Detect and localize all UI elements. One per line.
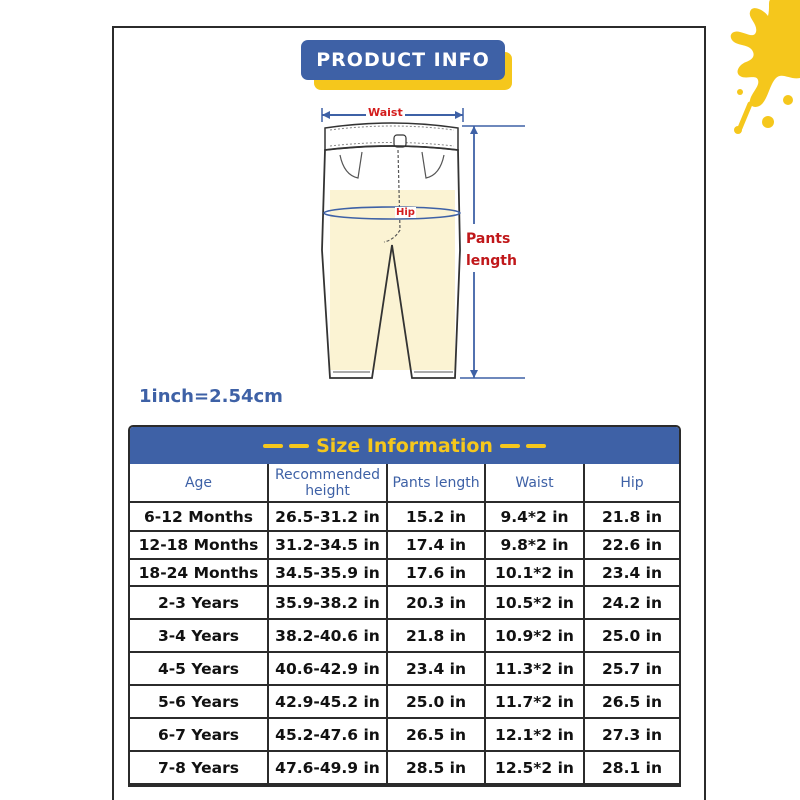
table-cell-waist (486, 686, 585, 719)
table-cell-hip (585, 653, 679, 686)
table-cell-recommended-height (269, 532, 388, 560)
table-cell-pants-length (388, 653, 486, 686)
table-cell-age-text: 12-18 Months (138, 536, 259, 554)
table-cell-hip-text: 26.5 in (602, 692, 662, 711)
table-cell-waist-text: 11.3*2 in (495, 659, 574, 678)
table-cell-pants-length (388, 532, 486, 560)
table-cell-hip-text: 28.1 in (602, 758, 662, 777)
table-cell-waist-text: 9.4*2 in (500, 507, 569, 526)
table-cell-waist-text: 10.1*2 in (495, 563, 574, 582)
title-dash-decoration (526, 444, 546, 448)
table-cell-recommended-height-text: 47.6-49.9 in (275, 758, 380, 777)
table-cell-recommended-height-text: 34.5-35.9 in (275, 563, 380, 582)
table-cell-pants-length-text: 15.2 in (406, 507, 466, 526)
table-cell-pants-length (388, 503, 486, 532)
table-cell-hip-text: 25.7 in (602, 659, 662, 678)
table-cell-age (130, 686, 269, 719)
table-cell-age (130, 719, 269, 752)
size-table (128, 425, 681, 787)
size-table-title-bar (130, 427, 679, 464)
table-cell-hip-text: 22.6 in (602, 536, 662, 554)
header-age (130, 464, 269, 503)
pants-length-label (466, 228, 536, 272)
table-cell-waist-text: 10.9*2 in (495, 626, 574, 645)
table-cell-pants-length-text: 28.5 in (406, 758, 466, 777)
table-cell-recommended-height-text: 31.2-34.5 in (275, 536, 380, 554)
table-cell-pants-length (388, 587, 486, 620)
pants-length-label-line2: length (466, 253, 517, 269)
table-cell-pants-length (388, 752, 486, 785)
table-cell-hip (585, 719, 679, 752)
table-cell-recommended-height-text: 38.2-40.6 in (275, 626, 380, 645)
table-cell-hip-text: 25.0 in (602, 626, 662, 645)
table-cell-age-text: 4-5 Years (157, 659, 240, 678)
table-cell-pants-length-text: 25.0 in (406, 692, 466, 711)
table-cell-hip-text: 24.2 in (602, 593, 662, 612)
table-cell-waist-text: 12.5*2 in (495, 758, 574, 777)
table-cell-waist-text: 12.1*2 in (495, 725, 574, 744)
table-cell-waist (486, 503, 585, 532)
header-waist-text: Waist (515, 474, 554, 491)
table-cell-recommended-height-text: 42.9-45.2 in (275, 692, 380, 711)
page-title: PRODUCT INFO (301, 40, 505, 80)
table-cell-hip-text: 27.3 in (602, 725, 662, 744)
table-cell-age-text: 6-7 Years (157, 725, 240, 744)
table-cell-age-text: 3-4 Years (157, 626, 240, 645)
table-cell-recommended-height-text: 26.5-31.2 in (275, 507, 380, 526)
header-age-text: Age (184, 474, 213, 491)
size-table-title: Size Information (316, 434, 493, 457)
table-cell-age (130, 653, 269, 686)
table-cell-hip-text: 21.8 in (602, 507, 662, 526)
table-cell-age (130, 620, 269, 653)
title-dash-decoration (289, 444, 309, 448)
header-hip (585, 464, 679, 503)
table-cell-age (130, 503, 269, 532)
table-cell-waist-text: 11.7*2 in (495, 692, 574, 711)
pants-length-label-line1: Pants (466, 231, 511, 247)
table-cell-hip-text: 23.4 in (602, 563, 662, 582)
title-dash-decoration (500, 444, 520, 448)
header-recommended-height (269, 464, 388, 503)
table-cell-recommended-height (269, 752, 388, 785)
paint-splash-decoration (690, 0, 800, 135)
table-cell-waist (486, 532, 585, 560)
table-cell-recommended-height (269, 503, 388, 532)
table-cell-recommended-height (269, 560, 388, 587)
table-cell-waist (486, 719, 585, 752)
table-cell-recommended-height-text: 40.6-42.9 in (275, 659, 380, 678)
table-cell-pants-length-text: 17.4 in (406, 536, 466, 554)
table-cell-hip (585, 686, 679, 719)
header-pants-length-text: Pants length (392, 474, 480, 491)
table-cell-age-text: 7-8 Years (157, 758, 240, 777)
table-cell-recommended-height (269, 620, 388, 653)
table-cell-hip (585, 752, 679, 785)
conversion-note: 1inch=2.54cm (139, 386, 283, 407)
table-cell-pants-length-text: 20.3 in (406, 593, 466, 612)
table-cell-age-text: 5-6 Years (157, 692, 240, 711)
table-cell-recommended-height (269, 587, 388, 620)
table-cell-age-text: 18-24 Months (138, 563, 259, 582)
title-dash-decoration (263, 444, 283, 448)
table-cell-recommended-height-text: 35.9-38.2 in (275, 593, 380, 612)
table-cell-waist (486, 587, 585, 620)
table-cell-pants-length (388, 620, 486, 653)
table-cell-hip (585, 587, 679, 620)
table-cell-pants-length-text: 17.6 in (406, 563, 466, 582)
table-cell-age (130, 587, 269, 620)
header-hip-text: Hip (620, 474, 644, 491)
table-cell-recommended-height (269, 719, 388, 752)
table-cell-pants-length (388, 686, 486, 719)
table-cell-recommended-height (269, 653, 388, 686)
table-cell-waist (486, 620, 585, 653)
table-cell-pants-length-text: 26.5 in (406, 725, 466, 744)
hip-label: Hip (396, 207, 415, 218)
table-cell-pants-length-text: 21.8 in (406, 626, 466, 645)
header-pants-length (388, 464, 486, 503)
table-cell-hip (585, 532, 679, 560)
table-cell-age (130, 560, 269, 587)
header-waist (486, 464, 585, 503)
table-cell-pants-length (388, 719, 486, 752)
table-cell-waist-text: 9.8*2 in (500, 536, 569, 554)
table-cell-recommended-height (269, 686, 388, 719)
table-cell-waist (486, 653, 585, 686)
table-cell-hip (585, 620, 679, 653)
table-cell-hip (585, 560, 679, 587)
table-cell-age-text: 6-12 Months (144, 507, 253, 526)
table-cell-hip (585, 503, 679, 532)
table-cell-waist-text: 10.5*2 in (495, 593, 574, 612)
table-cell-age-text: 2-3 Years (157, 593, 240, 612)
waist-label: Waist (368, 106, 403, 119)
header-recommended-height-text: Recommended height (274, 466, 381, 499)
table-cell-age (130, 532, 269, 560)
table-cell-waist (486, 560, 585, 587)
table-cell-pants-length (388, 560, 486, 587)
table-cell-waist (486, 752, 585, 785)
table-cell-recommended-height-text: 45.2-47.6 in (275, 725, 380, 744)
table-cell-age (130, 752, 269, 785)
table-cell-pants-length-text: 23.4 in (406, 659, 466, 678)
